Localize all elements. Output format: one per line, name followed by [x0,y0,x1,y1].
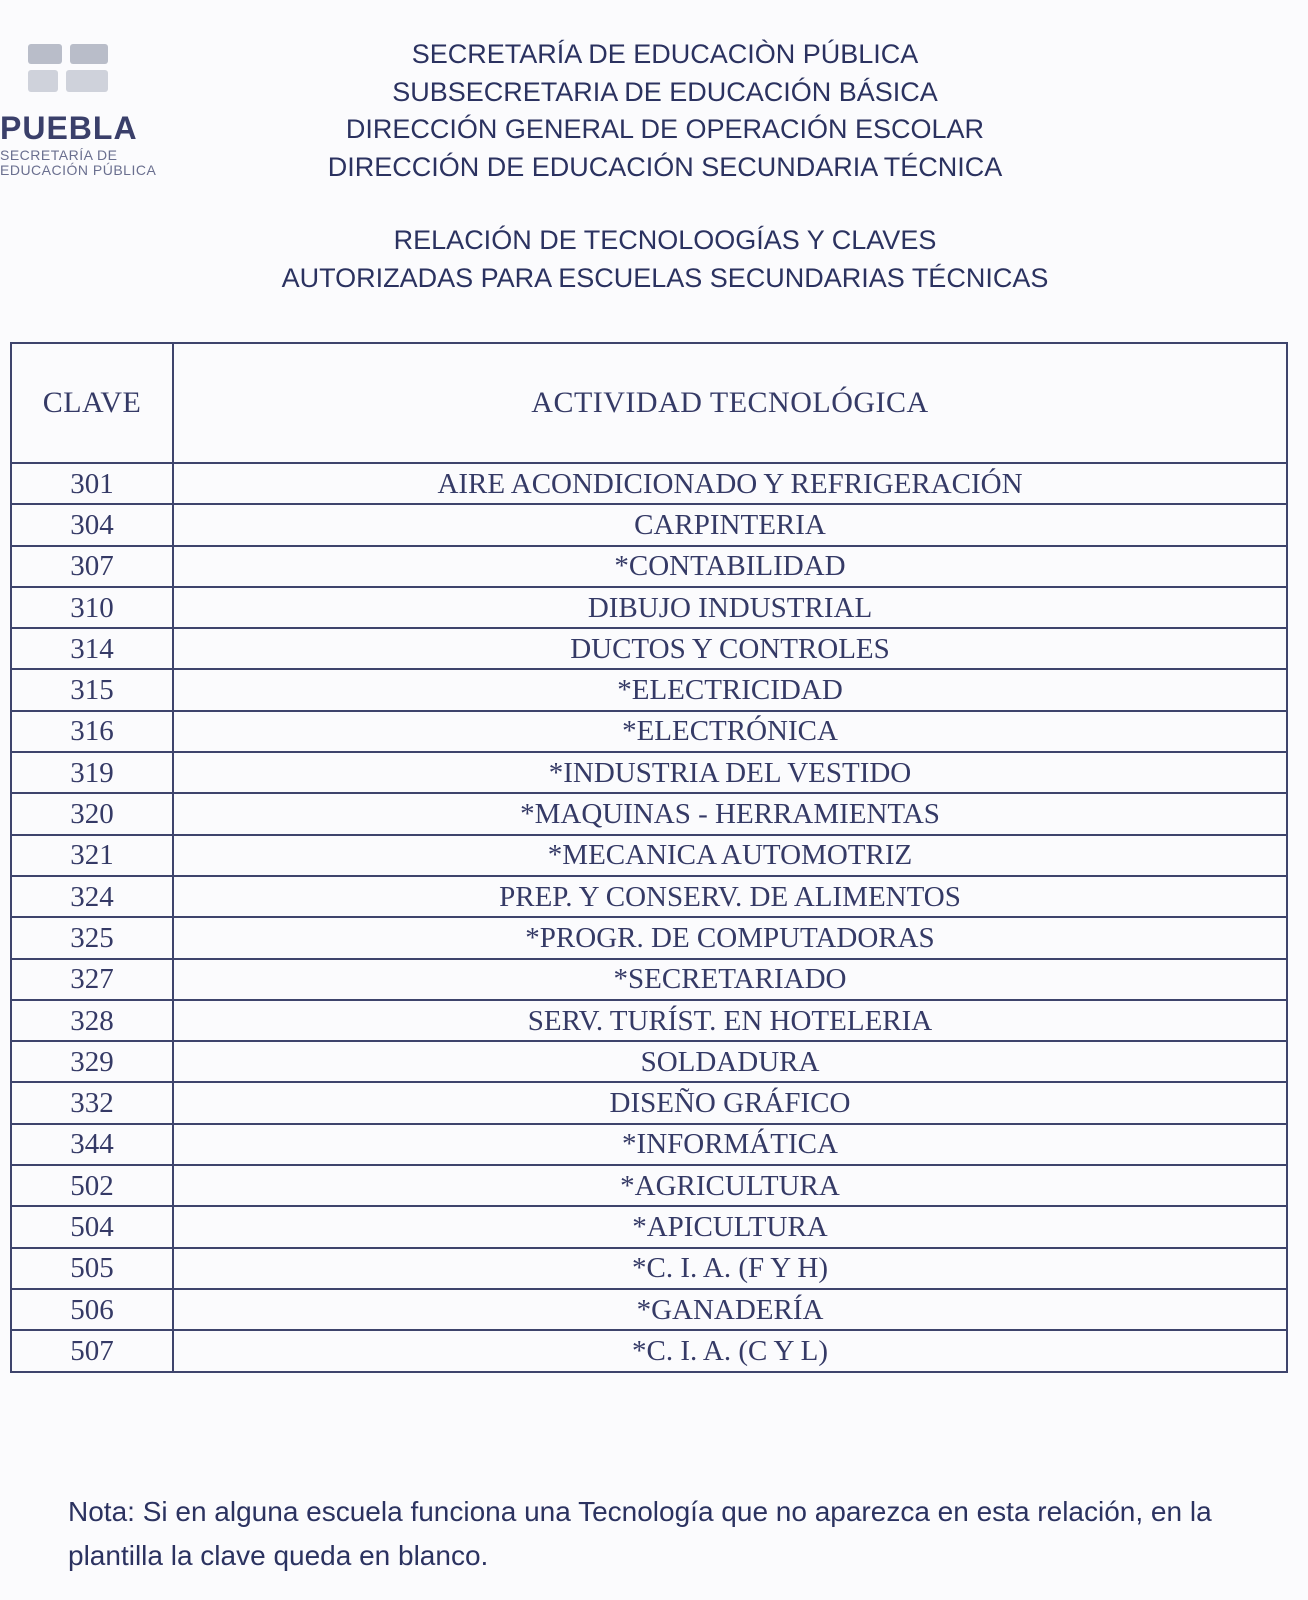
clave-cell: 329 [11,1041,173,1082]
clave-cell: 504 [11,1206,173,1247]
table-row [11,546,1287,587]
actividad-cell: *INFORMÁTICA [173,1124,1287,1165]
actividad-cell: CARPINTERIA [173,504,1287,545]
actividad-cell: *AGRICULTURA [173,1165,1287,1206]
table-row [11,1289,1287,1330]
clave-cell: 344 [11,1124,173,1165]
actividad-cell: *PROGR. DE COMPUTADORAS [173,917,1287,958]
column-header-clave: CLAVE [11,343,173,463]
header-line: SECRETARÍA DE EDUCACIÒN PÚBLICA [411,39,919,69]
table-row [11,1082,1287,1123]
actividad-cell: *CONTABILIDAD [173,546,1287,587]
clave-cell: 316 [11,711,173,752]
table-row [11,876,1287,917]
table-row [11,1000,1287,1041]
actividad-cell: *C. I. A. (F Y H) [173,1248,1287,1289]
table-row [11,587,1287,628]
actividad-cell: *MECANICA AUTOMOTRIZ [173,835,1287,876]
table-row [11,793,1287,834]
actividad-cell: SOLDADURA [173,1041,1287,1082]
table-row [11,504,1287,545]
actividad-cell: *SECRETARIADO [173,959,1287,1000]
header-line: DIRECCIÓN DE EDUCACIÓN SECUNDARIA TÉCNICA [327,151,1003,182]
actividad-cell: *MAQUINAS - HERRAMIENTAS [173,793,1287,834]
table-header-row [11,343,1287,463]
clave-cell: 315 [11,669,173,710]
table-row [11,1041,1287,1082]
actividad-cell: DIBUJO INDUSTRIAL [173,587,1287,628]
actividad-cell: DUCTOS Y CONTROLES [173,628,1287,669]
table-row [11,711,1287,752]
actividad-cell: *APICULTURA [173,1206,1287,1247]
actividad-cell: DISEÑO GRÁFICO [173,1082,1287,1123]
clave-cell: 324 [11,876,173,917]
clave-cell: 320 [11,793,173,834]
clave-cell: 307 [11,546,173,587]
actividad-cell: *C. I. A. (C Y L) [173,1330,1287,1371]
clave-cell: 506 [11,1289,173,1330]
table-row [11,1330,1287,1371]
actividad-cell: PREP. Y CONSERV. DE ALIMENTOS [173,876,1287,917]
table-body [11,463,1287,1372]
table-row [11,1248,1287,1289]
clave-cell: 301 [11,463,173,504]
table-row [11,835,1287,876]
clave-cell: 502 [11,1165,173,1206]
header-line: DIRECCIÓN GENERAL DE OPERACIÓN ESCOLAR [345,114,985,144]
document-header [200,36,1130,186]
actividad-cell: *INDUSTRIA DEL VESTIDO [173,752,1287,793]
actividad-cell: *GANADERÍA [173,1289,1287,1330]
table-row [11,463,1287,504]
actividad-cell: *ELECTRÓNICA [173,711,1287,752]
logo-emblem [18,40,114,102]
table-row [11,959,1287,1000]
actividad-cell: *ELECTRICIDAD [173,669,1287,710]
subtitle-line: AUTORIZADAS PARA ESCUELAS SECUNDARIAS TÉCNICAS [281,262,1049,293]
clave-cell: 507 [11,1330,173,1371]
table-row [11,1124,1287,1165]
table-row [11,1206,1287,1247]
clave-cell: 325 [11,917,173,958]
table-row [11,1165,1287,1206]
clave-cell: 310 [11,587,173,628]
logo-name: PUEBLA [0,110,138,146]
actividad-cell: SERV. TURÍST. EN HOTELERIA [173,1000,1287,1041]
clave-cell: 319 [11,752,173,793]
document-subtitle [200,222,1130,297]
logo-subtitle: SECRETARÍA DE EDUCACIÓN PÚBLICA [0,147,157,178]
actividad-cell: AIRE ACONDICIONADO Y REFRIGERACIÓN [173,463,1287,504]
footnote: Nota: Si en alguna escuela funciona una Tecnología que no aparezca en esta relación, en la plantilla la clave queda en blanco. [68,1496,1212,1571]
table-row [11,669,1287,710]
table-row [11,917,1287,958]
clave-cell: 304 [11,504,173,545]
technology-table [10,342,1288,1373]
clave-cell: 314 [11,628,173,669]
clave-cell: 321 [11,835,173,876]
table-row [11,752,1287,793]
table-row [11,628,1287,669]
clave-cell: 505 [11,1248,173,1289]
clave-cell: 328 [11,1000,173,1041]
clave-cell: 327 [11,959,173,1000]
header-line: SUBSECRETARIA DE EDUCACIÓN BÁSICA [392,76,938,107]
column-header-actividad: ACTIVIDAD TECNOLÓGICA [173,343,1287,463]
subtitle-line: RELACIÓN DE TECNOLOOGÍAS Y CLAVES [393,225,937,255]
clave-cell: 332 [11,1082,173,1123]
puebla-logo [0,38,190,178]
